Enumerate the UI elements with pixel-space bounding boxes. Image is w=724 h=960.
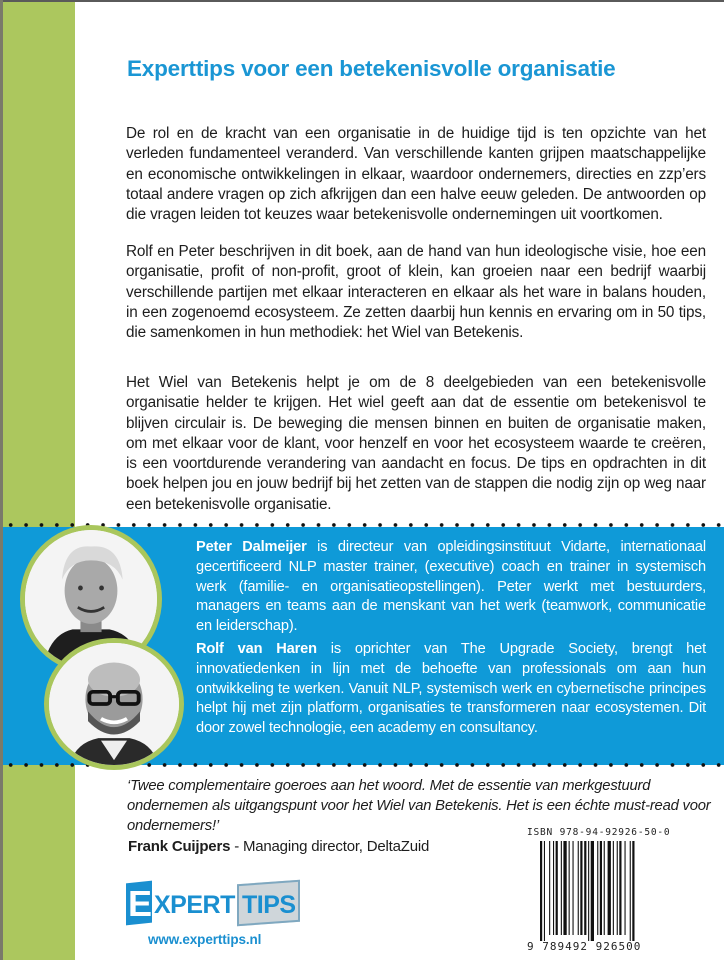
publisher-website-link[interactable]: www.experttips.nl	[148, 932, 262, 947]
page-title: Experttips voor een betekenisvolle organisatie	[127, 56, 616, 81]
author-name-rolf: Rolf van Haren	[196, 641, 317, 657]
author-photo-rolf	[44, 638, 184, 770]
portrait-photo-icon	[49, 643, 179, 765]
barcode-bar	[613, 841, 614, 935]
author-bio-text: is directeur van opleidingsinstituut Vidarte, internationaal gecertificeerd NLP master trainer, (executive) coach en trainer in systemisch werk (familie- en organisatieopstellingen). Peter werkt met bestuurders, managers en teams aan de menskant van het werk (teamwork, communicatie en leiderschap).	[196, 539, 706, 635]
page-frame-top	[0, 0, 724, 2]
author-bio-peter	[196, 538, 706, 637]
barcode-bar	[591, 841, 594, 941]
barcode-bar	[573, 841, 574, 935]
logo-first-letter: E	[128, 883, 153, 924]
barcode-bar	[553, 841, 554, 935]
barcode-digits: 9 789492 926500	[527, 940, 642, 953]
barcode-bar	[556, 841, 558, 935]
author-bio-text: is oprichter van The Upgrade Society, brengt het innovatiedenken in lijn met de behoefte van professionals om aan hun ontwikkeling te werken. Vanuit NLP, systemisch werk en cybernetische principes helpt hij met zijn platform, organisaties te transformeren naar ecosystemen. Dit door zowel technologie, een academy en consultancy.	[196, 641, 707, 737]
method-paragraph: Het Wiel van Betekenis helpt je om de 8 deelgebieden van een betekenisvolle organisatie helder te krijgen. Het wiel geeft aan dat de essentie om betekenisvol te blijven circulair is. De beweging die mensen binnen en buiten de organisatie maken, om met elkaar voor de klant, voor henzelf en voor het ecosysteem waarde te creëren, is een voortdurende verandering van aandacht en focus. De tips en opdrachten in dit boek helpen jou en jouw bedrijf bij het zetten van de stappen die nodig zijn op weg naar een betekenisvolle organisatie.	[126, 374, 706, 513]
barcode-bar	[625, 841, 626, 935]
endorsement-role: - Managing director, DeltaZuid	[230, 838, 430, 855]
isbn-label: ISBN 978-94-92926-50-0	[527, 827, 671, 838]
barcode-bar	[584, 841, 586, 935]
barcode-bar	[544, 841, 545, 941]
barcode-bar	[600, 841, 602, 935]
barcode-bar	[580, 841, 582, 935]
barcode-bar	[619, 841, 621, 935]
logo-word-tips: TIPS	[242, 891, 296, 919]
endorsement-author: Frank Cuijpers	[128, 838, 231, 855]
endorsement-attribution	[128, 838, 429, 855]
barcode-bar	[630, 841, 631, 941]
barcode-bar	[604, 841, 605, 935]
barcode-bar	[617, 841, 618, 935]
barcode-bar	[569, 841, 570, 935]
barcode-bar	[578, 841, 579, 935]
barcode-bar	[549, 841, 550, 935]
green-spine-stripe	[3, 2, 75, 960]
barcode-bar	[608, 841, 611, 935]
barcode-bar	[632, 841, 634, 941]
barcode-icon	[540, 841, 665, 941]
logo-word-expert: XPERT	[154, 891, 235, 919]
barcode-bar	[540, 841, 542, 941]
description-paragraph: Rolf en Peter beschrijven in dit boek, aan de hand van hun ideologische visie, hoe een organisatie, profit of non-profit, groot of klein, kan groeien naar een bedrijf waarbij verschillende partijen met elkaar interacteren en elkaar als het ware in balans houden, in een zogenoemd ecosysteem. Ze zetten daarbij hun kennis en ervaring om in 50 tips, die samenkomen in hun methodiek: het Wiel van Betekenis.	[126, 243, 706, 342]
experttips-logo	[126, 880, 301, 928]
author-name-peter: Peter Dalmeijer	[196, 539, 307, 555]
endorsement-quote: ‘Twee complementaire goeroes aan het woord. Met de essentie van merkgestuurd ondernemen als uitgangspunt voor het Wiel van Betekenis. Het is een échte must-read voor ondernemers!’	[127, 778, 711, 834]
barcode-bar	[588, 841, 589, 941]
barcode-bar	[597, 841, 598, 935]
intro-paragraph: De rol en de kracht van een organisatie in de huidige tijd is ten opzichte van het verleden fundamenteel veranderd. Van verschillende kanten grijpen maatschappelijke en economische ontwikkelingen in elkaar, waardoor ondernemers, directies en zzp’ers totaal andere vragen op zich afkrijgen dan een halve eeuw geleden. De antwoorden op die vragen leiden tot keuzes waar betekenisvolle ondernemingen uit voortkomen.	[126, 125, 706, 224]
author-bio-rolf	[196, 640, 706, 739]
barcode-bar	[563, 841, 566, 935]
barcode-bar	[561, 841, 562, 935]
